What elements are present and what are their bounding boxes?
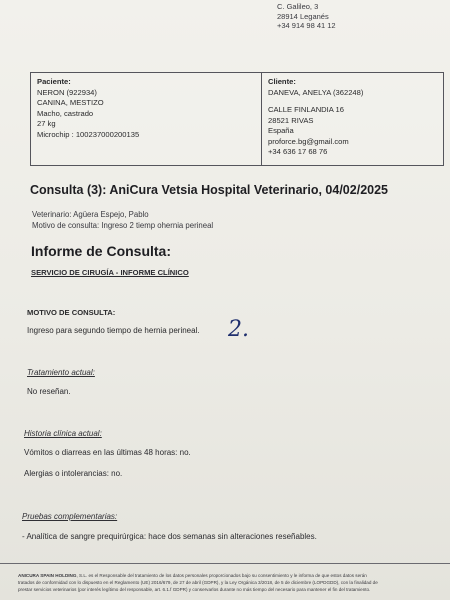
handwritten-number: 2. — [228, 317, 249, 342]
tests-text: - Analítica de sangre prequirúrgica: hace dos semanas sin alteraciones reseñables. — [22, 532, 317, 541]
client-email: proforce.bg@gmail.com — [268, 136, 349, 146]
box-divider — [261, 73, 262, 165]
client-city: 28521 RIVAS — [268, 115, 314, 125]
reason-text: Ingreso para segundo tiempo de hernia perineal. — [27, 326, 200, 335]
footer-line-2: tratados de conformidad con lo dispuesto en el Reglamento (UE) 2016/679, de 27 de abril (GDPR), y la Ley Orgánica 3/2018, de 5 de diciembre (LOPDGDD), con la finalidad de — [18, 580, 378, 585]
footer-rule — [0, 563, 450, 564]
clinic-city: 28914 Leganés — [277, 11, 329, 21]
clinic-street: C. Galileo, 3 — [277, 2, 319, 11]
tests-heading: Pruebas complementarias: — [22, 512, 118, 521]
client-country: España — [268, 126, 294, 135]
client-phone: +34 636 17 68 76 — [268, 147, 328, 156]
footer-line-3: prestar servicios veterinarios (por interés legítimo del responsable, art. 6.1.f GDPR) y conservarlos durante no más tiempo del necesario para mantener el fin del tratamiento. — [18, 587, 371, 592]
clinic-address — [277, 2, 336, 31]
treatment-heading: Tratamiento actual: — [27, 368, 95, 377]
history-heading: Historia clínica actual: — [24, 429, 102, 438]
patient-breed: CANINA, MESTIZO — [37, 98, 104, 107]
handwritten-annotation — [222, 312, 342, 352]
reason-heading: MOTIVO DE CONSULTA: — [27, 308, 116, 317]
report-title: Informe de Consulta: — [31, 243, 172, 259]
treatment-text: No reseñan. — [27, 387, 71, 396]
patient-client-box — [30, 72, 444, 166]
clinic-phone: +34 914 98 41 12 — [277, 21, 336, 30]
patient-name: NERON (922934) — [37, 87, 97, 97]
service-heading: SERVICIO DE CIRUGÍA - INFORME CLÍNICO — [31, 268, 189, 277]
client-name: DANEVA, ANELYA (362248) — [268, 87, 364, 97]
patient-sex: Macho, castrado — [37, 108, 94, 118]
patient-info — [37, 77, 139, 140]
footer-company: ANICURA SPAIN HOLDING — [18, 573, 77, 578]
patient-weight: 27 kg — [37, 119, 56, 128]
consultation-reason-line: Motivo de consulta: Ingreso 2 tiemp ohernia perineal — [32, 221, 214, 230]
client-info — [268, 77, 363, 158]
history-vomiting: Vómitos o diarreas en las últimas 48 horas: no. — [24, 448, 191, 457]
history-allergies: Alergias o intolerancias: no. — [24, 469, 123, 478]
client-label: Cliente: — [268, 77, 296, 86]
client-address: CALLE FINLANDIA 16 — [268, 105, 344, 114]
patient-label: Paciente: — [37, 77, 71, 86]
veterinarian-line: Veterinario: Agüera Espejo, Pablo — [32, 210, 149, 219]
legal-footer — [18, 572, 446, 593]
patient-microchip: Microchip : 100237000200135 — [37, 129, 140, 139]
consulta-title: Consulta (3): AniCura Vetsia Hospital Veterinario, 04/02/2025 — [30, 183, 388, 197]
footer-line-1: , S.L. es el Responsable del tratamiento de los datos personales proporcionados bajo su consentimiento y le informa de que estos datos serán — [76, 573, 367, 578]
